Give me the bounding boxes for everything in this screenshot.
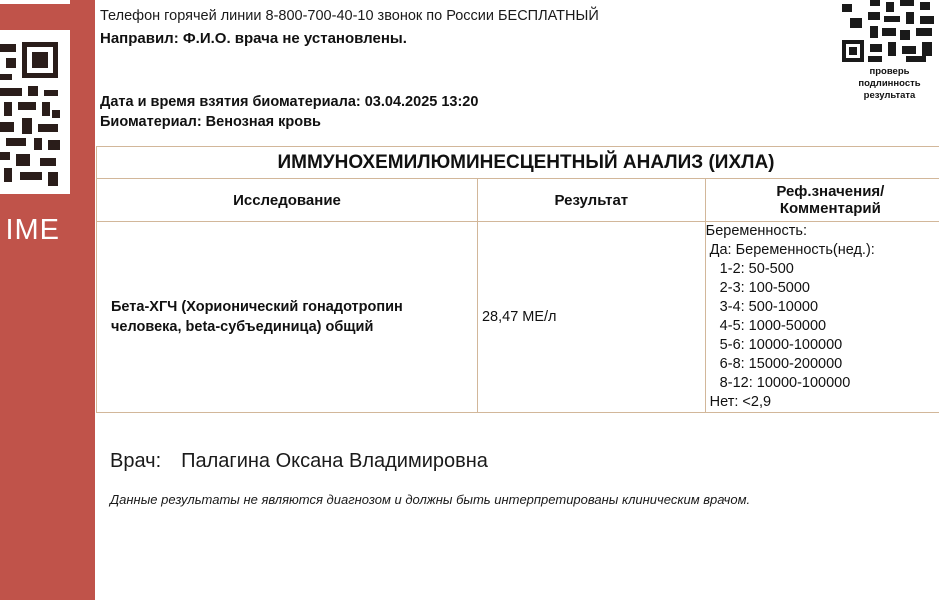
header-reference-line1: Реф.значения/ (776, 183, 885, 200)
verification-qr[interactable] (840, 0, 939, 101)
sidebar (0, 0, 95, 600)
reference-range: 4-5: 1000-50000 (719, 318, 827, 334)
reference-range: 6-8: 15000-200000 (719, 356, 843, 372)
doctor-name: Палагина Оксана Владимировна (181, 450, 488, 472)
brand-logo-text: IME (5, 214, 60, 246)
qr-code-icon (842, 0, 939, 64)
header-result: Результат (477, 179, 705, 222)
doctor-label: Врач: (110, 450, 162, 472)
reference-values (705, 222, 939, 413)
biomaterial-text: Биоматериал: Венозная кровь (100, 114, 321, 130)
study-name: Бета-ХГЧ (Хорионический гонадотропин человека, beta-субъединица) общий (97, 222, 478, 413)
qr-caption: проверь подлинность результата (858, 66, 921, 101)
table-row (97, 222, 939, 413)
qr-code-icon (0, 40, 62, 190)
reference-range: 8-12: 10000-100000 (719, 375, 851, 391)
reference-subtitle: Да: Беременность(нед.): (709, 242, 875, 258)
result-value: 28,47 МЕ/л (477, 222, 705, 413)
referrer-text: Направил: Ф.И.О. врача не установлены. (100, 30, 407, 47)
table-title: ИММУНОХЕМИЛЮМИНЕСЦЕНТНЫЙ АНАЛИЗ (ИХЛА) (97, 147, 939, 179)
results-table (96, 146, 939, 413)
sidebar-qr-panel (0, 30, 70, 194)
disclaimer: Данные результаты не являются диагнозом и должны быть интерпретированы клиническим врачом. (110, 492, 751, 507)
sidebar-top-tab (0, 0, 70, 4)
header-reference (705, 179, 939, 222)
reference-range: 1-2: 50-500 (719, 261, 794, 277)
reference-title: Беременность: (705, 223, 807, 239)
reference-range: 5-6: 10000-100000 (719, 337, 843, 353)
reference-negative: Нет: <2,9 (709, 394, 772, 410)
header-study: Исследование (97, 179, 478, 222)
doctor-line (110, 450, 488, 473)
collection-datetime: Дата и время взятия биоматериала: 03.04.2025 13:20 (100, 94, 479, 110)
hotline-text: Телефон горячей линии 8-800-700-40-10 звонок по России БЕСПЛАТНЫЙ (100, 8, 599, 24)
header-reference-line2: Комментарий (779, 200, 881, 217)
reference-range: 3-4: 500-10000 (719, 299, 819, 315)
reference-range: 2-3: 100-5000 (719, 280, 810, 296)
